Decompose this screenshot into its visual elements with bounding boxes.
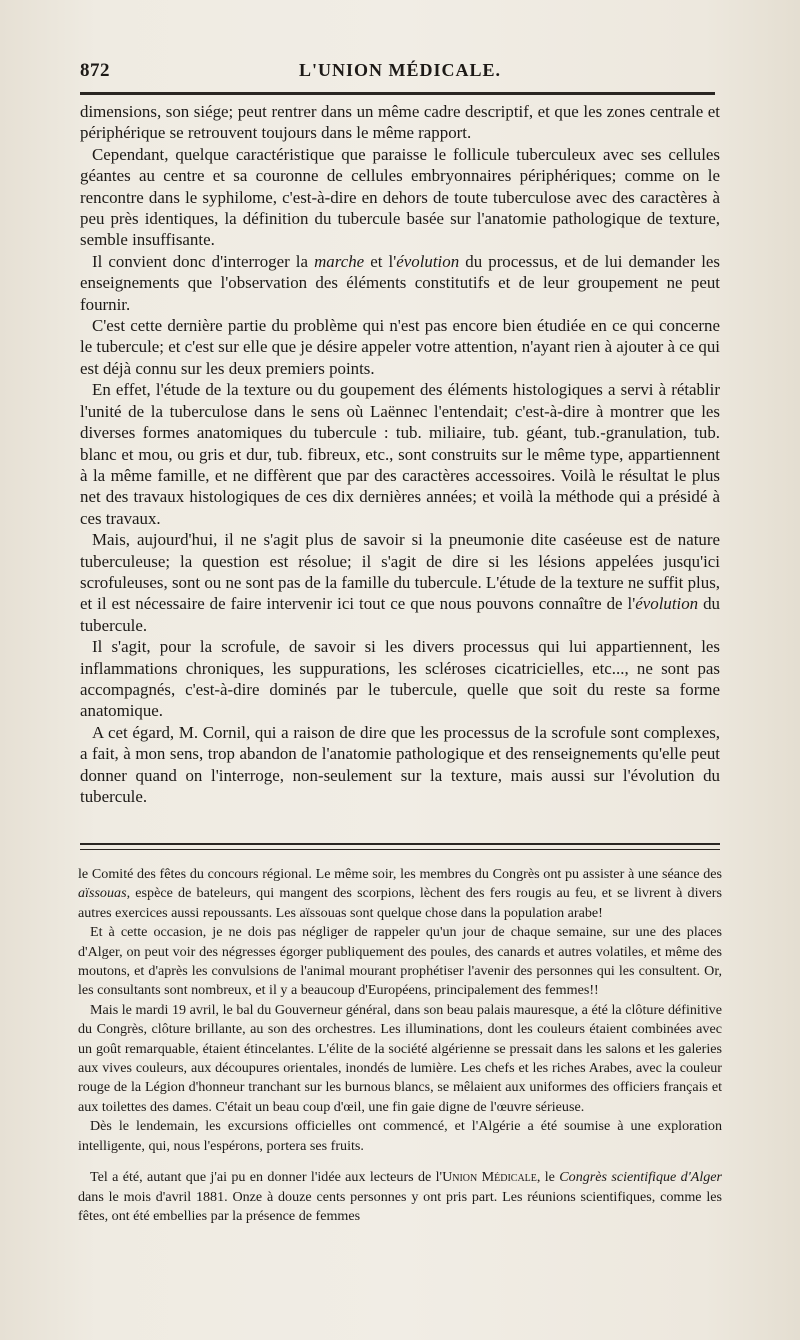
italic-term: Congrès scientifique d'Alger [559, 1169, 723, 1186]
paragraph: Il s'agit, pour la scrofule, de savoir si les divers processus qui lui appartiennent, les inflammations chroniques, les suppurations, les scléroses cicatricielles, etc..., ne sont pas accompagnés, c'est-à-dire dominés par le tubercule, quelle que soit du reste sa forme anatomique. [80, 637, 720, 721]
running-title: L'UNION MÉDICALE. [298, 60, 502, 80]
italic-term: évolution [635, 594, 699, 614]
paragraph: dimensions, son siége; peut rentrer dans un même cadre descriptif, et que les zones centrale et périphérique se retrouvent toujours dans le même rapport. [80, 102, 720, 143]
paragraph: Dès le lendemain, les excursions officielles ont commencé, et l'Algérie a été soumise à une exploration intelligente, qui, nous l'espérons, portera ses fruits. [78, 1118, 722, 1154]
text-run: et l' [364, 251, 397, 271]
main-article [80, 101, 720, 807]
paragraph [80, 251, 720, 315]
paragraph: C'est cette dernière partie du problème qui n'est pas encore bien étudiée en ce qui concerne le tubercule; et c'est sur elle que je désire appeler votre attention, n'ayant rien à ajouter à ce qui est déjà connu sur les deux premiers points. [80, 316, 720, 378]
page-number: 872 [80, 60, 110, 81]
text-run: du tubercule. [80, 594, 720, 635]
paragraph [78, 1168, 722, 1226]
text-run: , espèce de bateleurs, qui mangent des scorpions, lèchent des fers rougis au feu, et se livrent à divers autres exercices aussi repoussants. Les aïssouas sont quelque chose dans la population arabe! [78, 885, 722, 921]
text-run: dans le mois d'avril 1881. Onze à douze cents personnes y ont pris part. Les réunions scientifiques, comme les fêtes, ont été embellies par la présence de femmes [78, 1188, 722, 1224]
text-run: Tel a été, autant que j'ai pu en donner l'idée aux lecteurs de l' [90, 1169, 443, 1186]
italic-term: aïssouas [78, 885, 127, 902]
section-rule [80, 849, 720, 850]
text-run: Mais, aujourd'hui, il ne s'agit plus de savoir si la pneumonie dite caséeuse est de nature tuberculeuse; la question est résolue; il s'agit de dire si les lésions appelées jusqu'ici scrofuleuses, sont ou ne sont pas de la famille du tubercule. L'étude de la texture ne suffit plus, et il est nécessaire de faire intervenir ici tout ce que nous pouvons connaître de l' [80, 530, 720, 614]
paragraph [80, 529, 720, 636]
page-header [80, 56, 720, 86]
paragraph: A cet égard, M. Cornil, qui a raison de dire que les processus de la scrofule sont complexes, a fait, à mon sens, trop abandon de l'anatomie pathologique et des renseignements qu'elle peut donner quand on l'interroge, non-seulement sur la texture, mais aussi sur l'évolution du tubercule. [80, 722, 720, 806]
paragraph: Et à cette occasion, je ne dois pas négliger de rappeler qu'un jour de chaque semaine, sur une des places d'Alger, on peut voir des négresses égorger publiquement des poules, des canards et autres volatiles, et même des moutons, et d'après les convulsions de l'animal mourant prophétiser l'avenir des personnes qui les consultent. Or, les consultants sont nombreux, et il y a beaucoup d'Européens, principalement des femmes!! [78, 924, 722, 999]
text-run: le Comité des fêtes du concours régional. Le même soir, les membres du Congrès ont pu assister à une séance des [78, 866, 722, 882]
italic-term: marche [314, 251, 365, 271]
text-run: , le [536, 1169, 560, 1186]
paragraph: Cependant, quelque caractéristique que paraisse le follicule tuberculeux avec ses cellules géantes au centre et sa couronne de cellules embryonnaires périphériques; comme on le rencontre dans le syphilome, c'est-à-dire en dehors de toute tuberculose avec des caractères à peu près identiques, la définition du tubercule basée sur l'anatomie pathologique de texture, semble insuffisante. [80, 144, 720, 250]
feuilleton [78, 865, 722, 1226]
paragraph [78, 865, 722, 923]
text-run: Il convient donc d'interroger la [92, 251, 315, 271]
header-rule [80, 92, 715, 95]
text-run: du processus, et de lui demander les enseignements que l'observation des éléments constitutifs et de leur groupement ne peut fournir. [80, 251, 720, 314]
paragraph: En effet, l'étude de la texture ou du goupement des éléments histologiques a servi à rétablir l'unité de la tuberculose dans le sens où Laënnec l'entendait; c'est-à-dire à montrer que les diverses formes anatomiques du tubercule : tub. miliaire, tub. géant, tub.-granulation, tub. blanc et mou, ou gris et dur, tub. fibreux, etc., sont construits sur le même type, appartiennent à la même famille, et ne diffèrent que par des caractères accessoires. Voilà le résultat le plus net des travaux histologiques de ces dix dernières années; et voilà la méthode qui a présidé à ces travaux. [80, 380, 720, 528]
paragraph: Mais le mardi 19 avril, le bal du Gouverneur général, dans son beau palais mauresque, a été la clôture définitive du Congrès, clôture brillante, au son des orchestres. Les illuminations, dont les couleurs étaient combinées avec un goût remarquable, étaient étincelantes. L'élite de la société algérienne se pressait dans les salons et les galeries aux vives couleurs, aux découpures orientales, inondés de lumière. Les chefs et les riches Arabes, avec la couleur rouge de la Légion d'honneur tranchant sur les burnous blancs, se mêlaient aux uniformes des officiers français et aux toilettes des dames. C'était un beau coup d'œil, une fin gaie digne de l'œuvre sérieuse. [78, 1001, 722, 1115]
italic-term: évolution [396, 251, 460, 271]
journal-name: Union Médicale [442, 1169, 537, 1186]
section-rule [80, 843, 720, 845]
